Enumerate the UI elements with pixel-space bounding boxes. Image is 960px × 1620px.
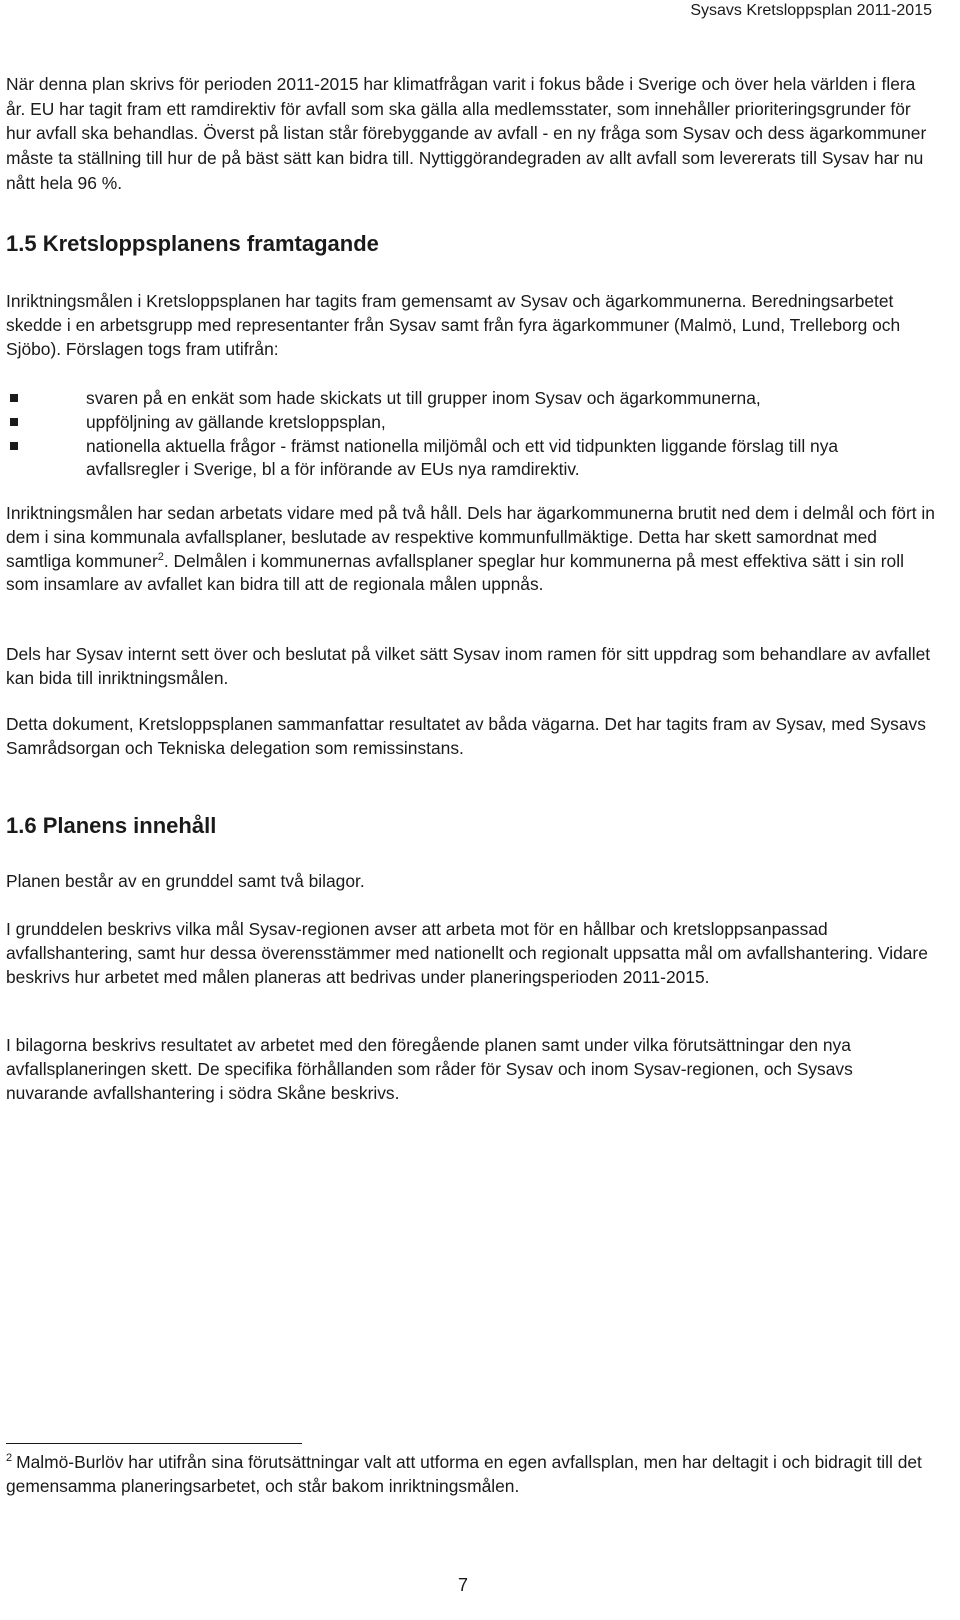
section-1-5-paragraph-3: Dels har Sysav internt sett över och beslutat på vilket sätt Sysav inom ramen för sitt uppdrag som behandlare av avfallet kan bida till inriktningsmålen. — [6, 644, 931, 688]
footnote-reference: 2 — [157, 550, 164, 563]
section-1-5-paragraph-4: Detta dokument, Kretsloppsplanen sammanfattar resultatet av båda vägarna. Det har tagits fram av Sysav, med Sysavs Samrådsorgan och Tekniska delegation som remissinstans. — [6, 714, 926, 758]
paragraph-text: . Delmålen i kommunernas avfallsplaner speglar hur kommunerna på mest effektiva sätt i sin roll som insamlare av avfallet kan bidra till att de regionala målen uppnås. — [6, 550, 904, 595]
square-bullet-icon — [10, 394, 18, 402]
section-1-5-paragraph-1: Inriktningsmålen i Kretsloppsplanen har tagits fram gemensamt av Sysav och ägarkommunerna. Beredningsarbetet skedde i en arbetsgrupp med representanter från Sysav samt från fyra ägarkommuner (Malmö, Lund, Trelleborg och Sjöbo). Förslagen togs fram utifrån: — [6, 291, 901, 359]
list-item — [6, 411, 936, 435]
list-item — [6, 387, 936, 411]
footnote — [6, 1450, 936, 1498]
paragraph-text: Inriktningsmålen har sedan arbetats vidare med på två håll. Dels har ägarkommunerna brutit ned dem i delmål och fört in dem i sina kommunala avfallsplaner, beslutade av respektive kommunfullmäktige. Detta har skett samordnat med samtliga kommuner — [6, 503, 935, 571]
section-1-6-paragraph-2: I grunddelen beskrivs vilka mål Sysav-regionen avser att arbeta mot för en hållbar och kretsloppsanpassad avfallshantering, samt hur dessa överensstämmer med nationellt och regionalt uppsatta mål om avfallshantering. Vidare beskrivs hur arbetet med målen planeras att bedrivas under planeringsperioden 2011-2015. — [6, 919, 928, 987]
list-item-text: uppföljning av gällande kretsloppsplan, — [86, 411, 386, 432]
running-header: Sysavs Kretsloppsplan 2011-2015 — [690, 2, 932, 19]
square-bullet-icon — [10, 418, 18, 426]
list-item — [6, 435, 936, 483]
list-item-text: svaren på en enkät som hade skickats ut till grupper inom Sysav och ägarkommunerna, — [86, 388, 761, 408]
footnote-text: Malmö-Burlöv har utifrån sina förutsättningar valt att utforma en egen avfallsplan, men har deltagit i och bidragit till det gemensamma planeringsarbetet, och står bakom inriktningsmålen. — [6, 1452, 922, 1496]
footnote-number: 2 — [6, 1452, 13, 1465]
footnote-divider — [6, 1443, 302, 1444]
section-1-6-paragraph-1: Planen består av en grunddel samt två bilagor. — [6, 871, 365, 891]
list-item-text: nationella aktuella frågor - främst nationella miljömål och ett vid tidpunkten liggande förslag till nya avfallsregler i Sverige, bl a för införande av EUs nya ramdirektiv. — [86, 435, 839, 480]
section-1-5-paragraph-2 — [6, 502, 936, 597]
page-number: 7 — [458, 1575, 469, 1595]
section-1-6-paragraph-3: I bilagorna beskrivs resultatet av arbetet med den föregående planen samt under vilka förutsättningar den nya avfallsplaneringen skett. De specifika förhållanden som råder för Sysav och inom Sysav-regionen, och Sysavs nuvarande avfallshantering i södra Skåne beskrivs. — [6, 1035, 853, 1103]
square-bullet-icon — [10, 442, 18, 450]
bullet-list — [6, 387, 936, 482]
intro-paragraph: När denna plan skrivs för perioden 2011-2015 har klimatfrågan varit i fokus både i Sverige och över hela världen i flera år. EU har tagit fram ett ramdirektiv för avfall som ska gälla alla medlemsstater, som innehåller prioriteringsgrunder för hur avfall ska behandlas. Överst på listan står förebyggande av avfall - en ny fråga som Sysav och dess ägarkommuner måste ta ställning till hur de på bäst sätt kan bidra till. Nyttiggörandegraden av allt avfall som levererats till Sysav har nu nått hela 96 %. — [6, 74, 927, 193]
section-heading-1-5: 1.5 Kretsloppsplanens framtagande — [6, 231, 379, 256]
section-heading-1-6: 1.6 Planens innehåll — [6, 813, 217, 838]
